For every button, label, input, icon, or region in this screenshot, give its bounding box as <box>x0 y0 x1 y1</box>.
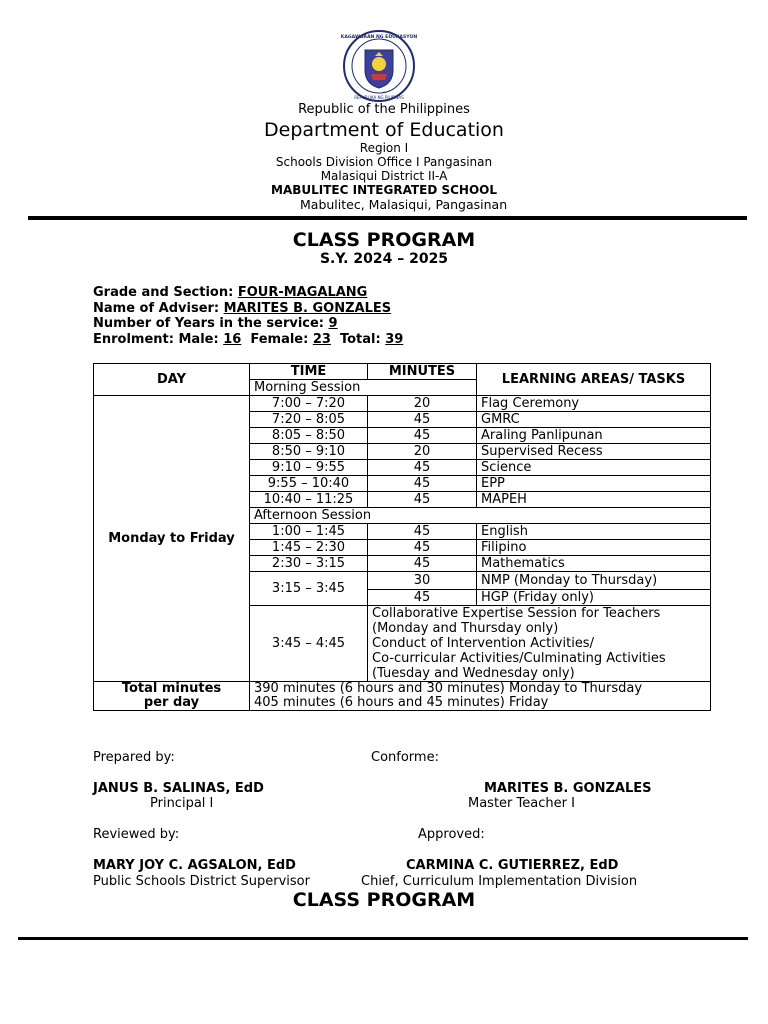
total-value: 39 <box>385 332 404 347</box>
grade-section-line <box>93 285 367 300</box>
afternoon-session-label: Afternoon Session <box>250 508 711 524</box>
area-cell: Araling Panlipunan <box>477 428 711 444</box>
school-name: MABULITEC INTEGRATED SCHOOL <box>271 183 497 197</box>
minutes-cell: 45 <box>368 556 477 572</box>
total-line: 405 minutes (6 hours and 45 minutes) Friday <box>254 695 549 710</box>
minutes-cell: 45 <box>368 412 477 428</box>
teacher-title: Master Teacher I <box>468 796 575 811</box>
table-row <box>94 396 711 412</box>
male-value: 16 <box>223 332 242 347</box>
minutes-cell: 45 <box>368 492 477 508</box>
total-label-line: Total minutes <box>121 681 222 696</box>
years-line <box>93 316 338 331</box>
region-line: Region I <box>359 141 409 155</box>
republic-line: Republic of the Philippines <box>298 102 470 117</box>
area-cell: NMP (Monday to Thursday) <box>477 572 711 590</box>
time-cell: 8:05 – 8:50 <box>250 428 368 444</box>
total-minutes-label <box>94 682 250 711</box>
time-cell: 2:30 – 3:15 <box>250 556 368 572</box>
grade-label: Grade and Section: <box>93 285 238 300</box>
time-cell: 9:10 – 9:55 <box>250 460 368 476</box>
time-cell: 1:00 – 1:45 <box>250 524 368 540</box>
minutes-cell: 45 <box>368 476 477 492</box>
time-cell: 1:45 – 2:30 <box>250 540 368 556</box>
psds-name: MARY JOY C. AGSALON, EdD <box>93 858 296 873</box>
total-label: Total: <box>330 332 386 347</box>
header-areas: LEARNING AREAS/ TASKS <box>477 364 711 396</box>
minutes-cell: 45 <box>368 460 477 476</box>
total-label-line: per day <box>143 695 200 710</box>
area-cell: Filipino <box>477 540 711 556</box>
grade-value: FOUR-MAGALANG <box>237 285 368 300</box>
footer-title: CLASS PROGRAM <box>292 889 476 911</box>
school-year: S.Y. 2024 – 2025 <box>319 251 449 267</box>
conforme-label: Conforme: <box>371 750 439 765</box>
minutes-cell: 45 <box>368 590 477 606</box>
minutes-cell: 30 <box>368 572 477 590</box>
school-address: Mabulitec, Malasiqui, Pangasinan <box>300 197 508 212</box>
minutes-cell: 20 <box>368 396 477 412</box>
day-cell: Monday to Friday <box>94 396 250 682</box>
prepared-label: Prepared by: <box>93 750 175 765</box>
page-title: CLASS PROGRAM <box>292 229 476 251</box>
area-cell: MAPEH <box>477 492 711 508</box>
area-cell: Supervised Recess <box>477 444 711 460</box>
principal-title: Principal I <box>150 796 214 811</box>
enrol-label: Enrolment: Male: <box>93 332 224 347</box>
class-program-table <box>93 363 711 711</box>
area-cell: Mathematics <box>477 556 711 572</box>
approved-label: Approved: <box>418 827 485 842</box>
header-minutes: MINUTES <box>368 364 477 380</box>
header-time: TIME <box>250 364 368 380</box>
svg-text:REPUBLIKA NG PILIPINAS: REPUBLIKA NG PILIPINAS <box>354 95 404 100</box>
activity-line: Co-curricular Activities/Culminating Activities <box>368 651 711 666</box>
total-minutes-value <box>250 682 711 711</box>
years-value: 9 <box>328 316 338 331</box>
principal-name: JANUS B. SALINAS, EdD <box>93 781 264 796</box>
header-divider <box>28 216 747 220</box>
time-cell: 3:45 – 4:45 <box>250 606 368 682</box>
minutes-cell: 45 <box>368 540 477 556</box>
time-cell: 7:00 – 7:20 <box>250 396 368 412</box>
area-cell: English <box>477 524 711 540</box>
division-line: Schools Division Office I Pangasinan <box>275 155 493 169</box>
adviser-label: Name of Adviser: <box>93 301 224 316</box>
deped-seal-logo <box>339 30 419 102</box>
time-cell: 3:15 – 3:45 <box>250 572 368 606</box>
total-row <box>94 682 711 711</box>
svg-text:KAGAWARAN NG EDUKASYON: KAGAWARAN NG EDUKASYON <box>340 35 418 40</box>
area-cell: Flag Ceremony <box>477 396 711 412</box>
time-cell: 8:50 – 9:10 <box>250 444 368 460</box>
activity-line: (Tuesday and Wednesday only) <box>368 666 711 682</box>
activity-line: (Monday and Thursday only) <box>368 621 711 636</box>
female-value: 23 <box>312 332 331 347</box>
area-cell: GMRC <box>477 412 711 428</box>
minutes-cell: 20 <box>368 444 477 460</box>
years-label: Number of Years in the service: <box>93 316 329 331</box>
time-cell: 7:20 – 8:05 <box>250 412 368 428</box>
teacher-name: MARITES B. GONZALES <box>484 781 652 796</box>
time-cell: 9:55 – 10:40 <box>250 476 368 492</box>
adviser-line <box>93 301 391 316</box>
enrolment-line <box>93 332 403 347</box>
chief-title: Chief, Curriculum Implementation Division <box>361 874 638 889</box>
activity-line: Collaborative Expertise Session for Teachers <box>368 606 711 622</box>
area-cell: Science <box>477 460 711 476</box>
female-label: Female: <box>241 332 313 347</box>
psds-title: Public Schools District Supervisor <box>93 874 310 889</box>
area-cell: EPP <box>477 476 711 492</box>
department-line: Department of Education <box>264 119 504 141</box>
total-line: 390 minutes (6 hours and 30 minutes) Monday to Thursday <box>254 681 643 696</box>
time-cell: 10:40 – 11:25 <box>250 492 368 508</box>
activity-line: Conduct of Intervention Activities/ <box>368 636 711 651</box>
adviser-value: MARITES B. GONZALES <box>223 301 392 316</box>
footer-divider <box>18 937 748 940</box>
minutes-cell: 45 <box>368 428 477 444</box>
minutes-cell: 45 <box>368 524 477 540</box>
header-day: DAY <box>94 364 250 396</box>
chief-name: CARMINA C. GUTIERREZ, EdD <box>406 858 619 873</box>
morning-session-label: Morning Session <box>250 380 477 396</box>
reviewed-label: Reviewed by: <box>93 827 180 842</box>
district-line: Malasiqui District II-A <box>320 169 448 183</box>
area-cell: HGP (Friday only) <box>477 590 711 606</box>
